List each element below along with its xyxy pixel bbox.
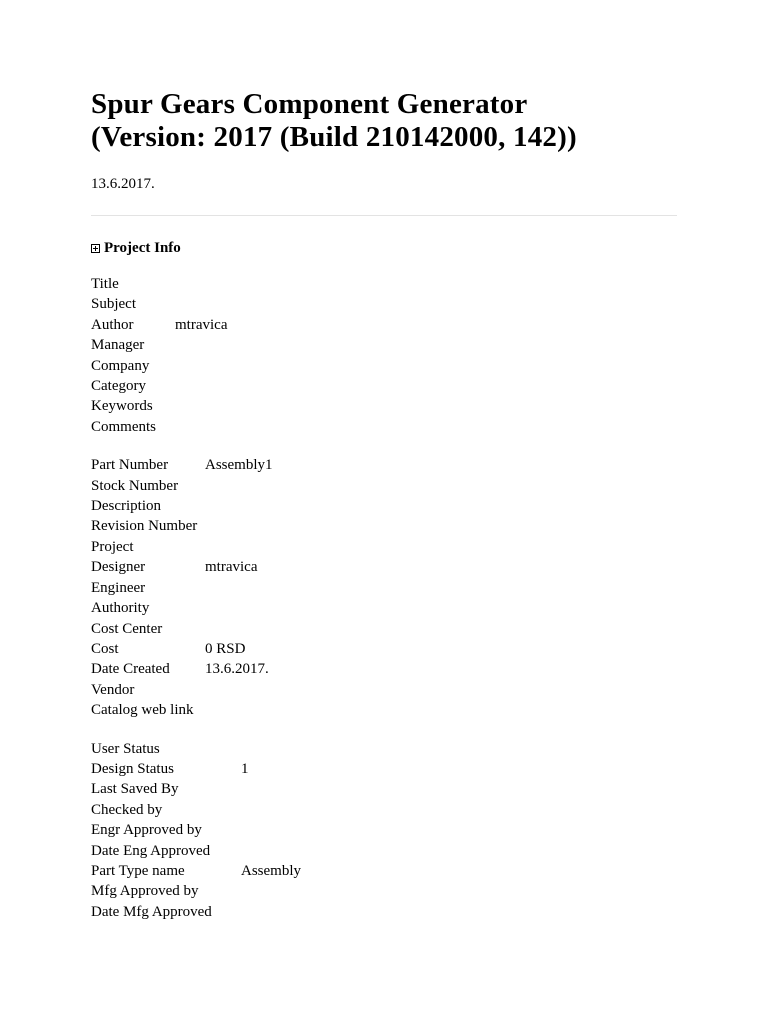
property-value: Assembly1	[205, 457, 273, 474]
property-row	[91, 476, 273, 496]
property-label: Cost Center	[91, 620, 163, 637]
property-label: Date Created	[91, 661, 170, 678]
property-row	[91, 639, 273, 659]
property-row	[91, 779, 301, 799]
property-value	[175, 396, 227, 416]
property-row	[91, 841, 301, 861]
document-date: 13.6.2017.	[91, 176, 155, 192]
property-value: mtravica	[205, 559, 258, 576]
property-value	[205, 619, 273, 639]
property-label: Date Mfg Approved	[91, 903, 212, 920]
property-row	[91, 315, 227, 335]
property-row	[91, 516, 273, 536]
expand-plus-icon[interactable]	[91, 244, 100, 253]
property-row	[91, 417, 227, 437]
property-row	[91, 455, 273, 475]
property-label: Mfg Approved by	[91, 883, 199, 900]
property-value	[205, 537, 273, 557]
property-row	[91, 680, 273, 700]
property-row	[91, 376, 227, 396]
property-value: 13.6.2017.	[205, 661, 269, 678]
property-value	[205, 598, 273, 618]
property-row	[91, 557, 273, 577]
property-row	[91, 881, 301, 901]
divider	[91, 215, 677, 216]
property-value	[241, 881, 301, 901]
page-title	[91, 88, 677, 154]
property-label: Engineer	[91, 579, 146, 596]
status-properties-table	[91, 739, 301, 923]
property-label: Designer	[91, 559, 146, 576]
property-value	[205, 516, 273, 536]
section-heading: Project Info	[104, 240, 181, 256]
property-label: Cost	[91, 640, 119, 657]
property-label: Manager	[91, 337, 145, 354]
property-row	[91, 902, 301, 922]
property-value	[241, 902, 301, 922]
property-label: Vendor	[91, 681, 135, 698]
property-row	[91, 800, 301, 820]
property-row	[91, 861, 301, 881]
property-row	[91, 335, 227, 355]
property-label: Part Number	[91, 457, 169, 474]
property-value	[241, 841, 301, 861]
property-row	[91, 659, 273, 679]
property-row	[91, 820, 301, 840]
property-label: Engr Approved by	[91, 822, 202, 839]
property-label: Author	[91, 316, 134, 333]
property-label: Catalog web link	[91, 702, 194, 719]
property-value	[241, 800, 301, 820]
property-label: Comments	[91, 418, 157, 435]
document	[91, 88, 677, 922]
property-value	[205, 496, 273, 516]
property-label: Design Status	[91, 760, 174, 777]
property-label: Category	[91, 378, 146, 395]
property-row	[91, 619, 273, 639]
property-label: Last Saved By	[91, 781, 179, 798]
property-row	[91, 294, 227, 314]
property-value	[175, 376, 227, 396]
property-value: Assembly	[241, 862, 301, 879]
property-value	[241, 739, 301, 759]
property-row	[91, 356, 227, 376]
property-value	[205, 476, 273, 496]
property-label: Revision Number	[91, 518, 198, 535]
property-row	[91, 537, 273, 557]
property-row	[91, 496, 273, 516]
project-properties-table	[91, 455, 273, 720]
property-value: 1	[241, 760, 249, 777]
property-label: Company	[91, 357, 150, 374]
property-value	[241, 779, 301, 799]
property-label: Authority	[91, 600, 150, 617]
property-value	[175, 294, 227, 314]
property-row	[91, 396, 227, 416]
property-label: Keywords	[91, 398, 153, 415]
property-label: Stock Number	[91, 477, 179, 494]
property-row	[91, 598, 273, 618]
property-value	[175, 356, 227, 376]
property-row	[91, 759, 301, 779]
property-value	[175, 274, 227, 294]
property-value	[205, 700, 273, 720]
page-title-line-2: (Version: 2017 (Build 210142000, 142))	[91, 121, 577, 153]
property-value: mtravica	[175, 316, 228, 333]
property-row	[91, 739, 301, 759]
property-label: Project	[91, 538, 134, 555]
property-row	[91, 700, 273, 720]
page-title-line-1: Spur Gears Component Generator	[91, 88, 528, 120]
property-row	[91, 274, 227, 294]
property-row	[91, 578, 273, 598]
property-value	[205, 680, 273, 700]
property-label: Subject	[91, 296, 136, 313]
property-value: 0 RSD	[205, 640, 246, 657]
property-value	[241, 820, 301, 840]
property-label: Part Type name	[91, 862, 185, 879]
property-value	[175, 335, 227, 355]
project-info-toggle[interactable]	[91, 239, 677, 257]
property-value	[205, 578, 273, 598]
summary-properties-table	[91, 274, 227, 437]
property-label: User Status	[91, 740, 160, 757]
property-label: Title	[91, 276, 119, 292]
property-label: Description	[91, 498, 161, 515]
property-label: Date Eng Approved	[91, 842, 211, 859]
property-value	[175, 417, 227, 437]
property-label: Checked by	[91, 801, 163, 818]
